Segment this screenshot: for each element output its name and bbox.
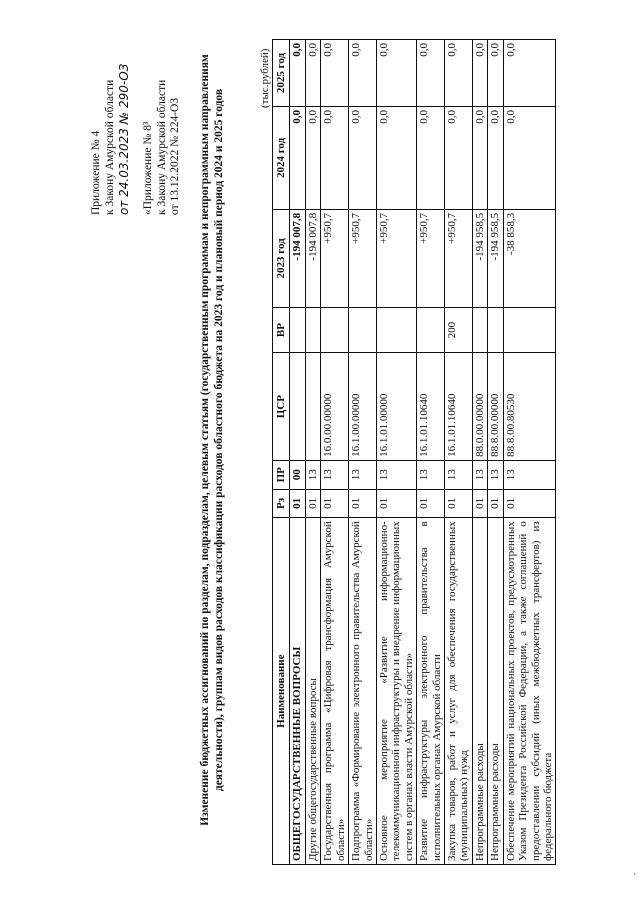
row-2024: 0,0: [445, 107, 473, 210]
row-2024: 0,0: [503, 107, 556, 210]
row-2023: +950,7: [376, 209, 416, 307]
table-row: [445, 40, 473, 865]
table-row: [417, 40, 445, 865]
row-2025: 0,0: [472, 40, 487, 107]
row-pr: 00: [290, 460, 305, 489]
row-csr: 88.8.00.00000: [488, 353, 503, 461]
row-name: Обеспечение мероприятий национальных проектов, предусмотренных Указом Президента Российской Федерации, а также соглашений о предоставлении субсидий (иных межбюджетных трансфертов) из федерального бюджета: [503, 518, 556, 865]
document-title: Изменение бюджетных ассигнований по разделам, подразделам, целевым статьям (государственным программам и непрограммным направлениям деятельности), группам видов расходов классификации расходов областного бюджета на 2023 год и плановый период 2024 и 2025 годов: [199, 54, 226, 826]
row-pr: 13: [321, 460, 349, 489]
row-rz: 01: [417, 489, 445, 518]
law-reference: к Закону Амурской области: [103, 79, 116, 215]
row-csr: [305, 353, 320, 461]
row-csr: 16.0.00.00000: [321, 353, 349, 461]
col-header-2025: 2025 год: [273, 40, 290, 107]
row-name: Закупка товаров, работ и услуг для обеспечения государственных (муниципальных) нужд: [445, 518, 473, 865]
table-row: [503, 40, 556, 865]
row-pr: 13: [349, 460, 377, 489]
row-name: Развитие инфраструктуры электронного правительства в исполнительных органах Амурской области: [417, 518, 445, 865]
table-header-row: [273, 40, 290, 865]
row-2025: 0,0: [445, 40, 473, 107]
row-2023: +950,7: [417, 209, 445, 307]
row-2025: 0,0: [305, 40, 320, 107]
previous-appendix-number: «Приложение № 8³: [142, 121, 155, 215]
col-header-vr: ВР: [273, 307, 290, 352]
previous-law-reference: к Закону Амурской области: [155, 79, 168, 215]
row-2025: 0,0: [349, 40, 377, 107]
table-row: [472, 40, 487, 865]
row-rz: 01: [290, 489, 305, 518]
row-2025: 0,0: [503, 40, 556, 107]
row-vr: 200: [445, 307, 473, 352]
row-2025: 0,0: [290, 40, 305, 107]
row-pr: 13: [305, 460, 320, 489]
table-row: [376, 40, 416, 865]
row-2023: +950,7: [321, 209, 349, 307]
row-name: Основное мероприятие «Развитие информационно-телекоммуникационной инфраструктуры и внедрение информационных систем в органах власти Амурской области»: [376, 518, 416, 865]
row-2023: +950,7: [349, 209, 377, 307]
row-vr: [417, 307, 445, 352]
row-pr: 13: [488, 460, 503, 489]
row-rz: 01: [321, 489, 349, 518]
row-2025: 0,0: [321, 40, 349, 107]
row-2023: -194 007,8: [290, 209, 305, 307]
row-csr: [290, 353, 305, 461]
row-vr: [321, 307, 349, 352]
col-header-pr: ПР: [273, 460, 290, 489]
row-2024: 0,0: [349, 107, 377, 210]
row-pr: 13: [503, 460, 556, 489]
law-date-number: от 24.03.2023 № 290-ОЗ: [117, 63, 132, 215]
col-header-2023: 2023 год: [273, 209, 290, 307]
row-rz: 01: [488, 489, 503, 518]
row-2024: 0,0: [488, 107, 503, 210]
row-2024: 0,0: [290, 107, 305, 210]
row-pr: 13: [376, 460, 416, 489]
row-name: Непрограммные расходы: [472, 518, 487, 865]
row-csr: 88.0.00.00000: [472, 353, 487, 461]
table-row: [321, 40, 349, 865]
row-name: Другие общегосударственные вопросы: [305, 518, 320, 865]
row-2023: -194 958,5: [472, 209, 487, 307]
row-2024: 0,0: [417, 107, 445, 210]
row-vr: [290, 307, 305, 352]
row-2024: 0,0: [305, 107, 320, 210]
row-name: Непрограммные расходы: [488, 518, 503, 865]
row-2023: +950,7: [445, 209, 473, 307]
row-vr: [472, 307, 487, 352]
row-rz: 01: [503, 489, 556, 518]
previous-law-date-number: от 13.12.2022 № 224-ОЗ: [169, 97, 182, 215]
row-csr: 16.1.01.10640: [417, 353, 445, 461]
col-header-rz: Рз: [273, 489, 290, 518]
row-csr: 16.1.01.10640: [445, 353, 473, 461]
appendix-number: Приложение № 4: [90, 130, 102, 215]
col-header-csr: ЦСР: [273, 353, 290, 461]
row-name: Подпрограмма «Формирование электронного правительства Амурской области»: [349, 518, 377, 865]
row-name: ОБЩЕГОСУДАРСТВЕННЫЕ ВОПРОСЫ: [290, 518, 305, 865]
row-2023: -194 007,8: [305, 209, 320, 307]
row-2025: 0,0: [488, 40, 503, 107]
row-vr: [503, 307, 556, 352]
row-vr: [305, 307, 320, 352]
row-rz: 01: [376, 489, 416, 518]
row-2025: 0,0: [376, 40, 416, 107]
row-2023: -194 958,5: [488, 209, 503, 307]
table-row: [305, 40, 320, 865]
row-csr: 16.1.01.00000: [376, 353, 416, 461]
row-2024: 0,0: [321, 107, 349, 210]
col-header-2024: 2024 год: [273, 107, 290, 210]
col-header-name: Наименование: [273, 518, 290, 865]
table-row: [290, 40, 305, 865]
row-vr: [376, 307, 416, 352]
stray-mark: .: [628, 873, 637, 875]
row-csr: 88.8.00.80530: [503, 353, 556, 461]
row-rz: 01: [472, 489, 487, 518]
table-row: [349, 40, 377, 865]
row-pr: 13: [472, 460, 487, 489]
row-2025: 0,0: [417, 40, 445, 107]
row-2023: -38 858,3: [503, 209, 556, 307]
row-vr: [349, 307, 377, 352]
appendix-header: [90, 25, 183, 215]
budget-table: [272, 39, 556, 865]
row-rz: 01: [349, 489, 377, 518]
units-label: (тыс.рублей): [259, 48, 271, 108]
row-2024: 0,0: [376, 107, 416, 210]
row-2024: 0,0: [472, 107, 487, 210]
row-rz: 01: [445, 489, 473, 518]
row-csr: 16.1.00.00000: [349, 353, 377, 461]
table-row: [488, 40, 503, 865]
row-name: Государственная программа «Цифровая трансформация Амурской области»: [321, 518, 349, 865]
row-rz: 01: [305, 489, 320, 518]
row-vr: [488, 307, 503, 352]
row-pr: 13: [417, 460, 445, 489]
row-pr: 13: [445, 460, 473, 489]
